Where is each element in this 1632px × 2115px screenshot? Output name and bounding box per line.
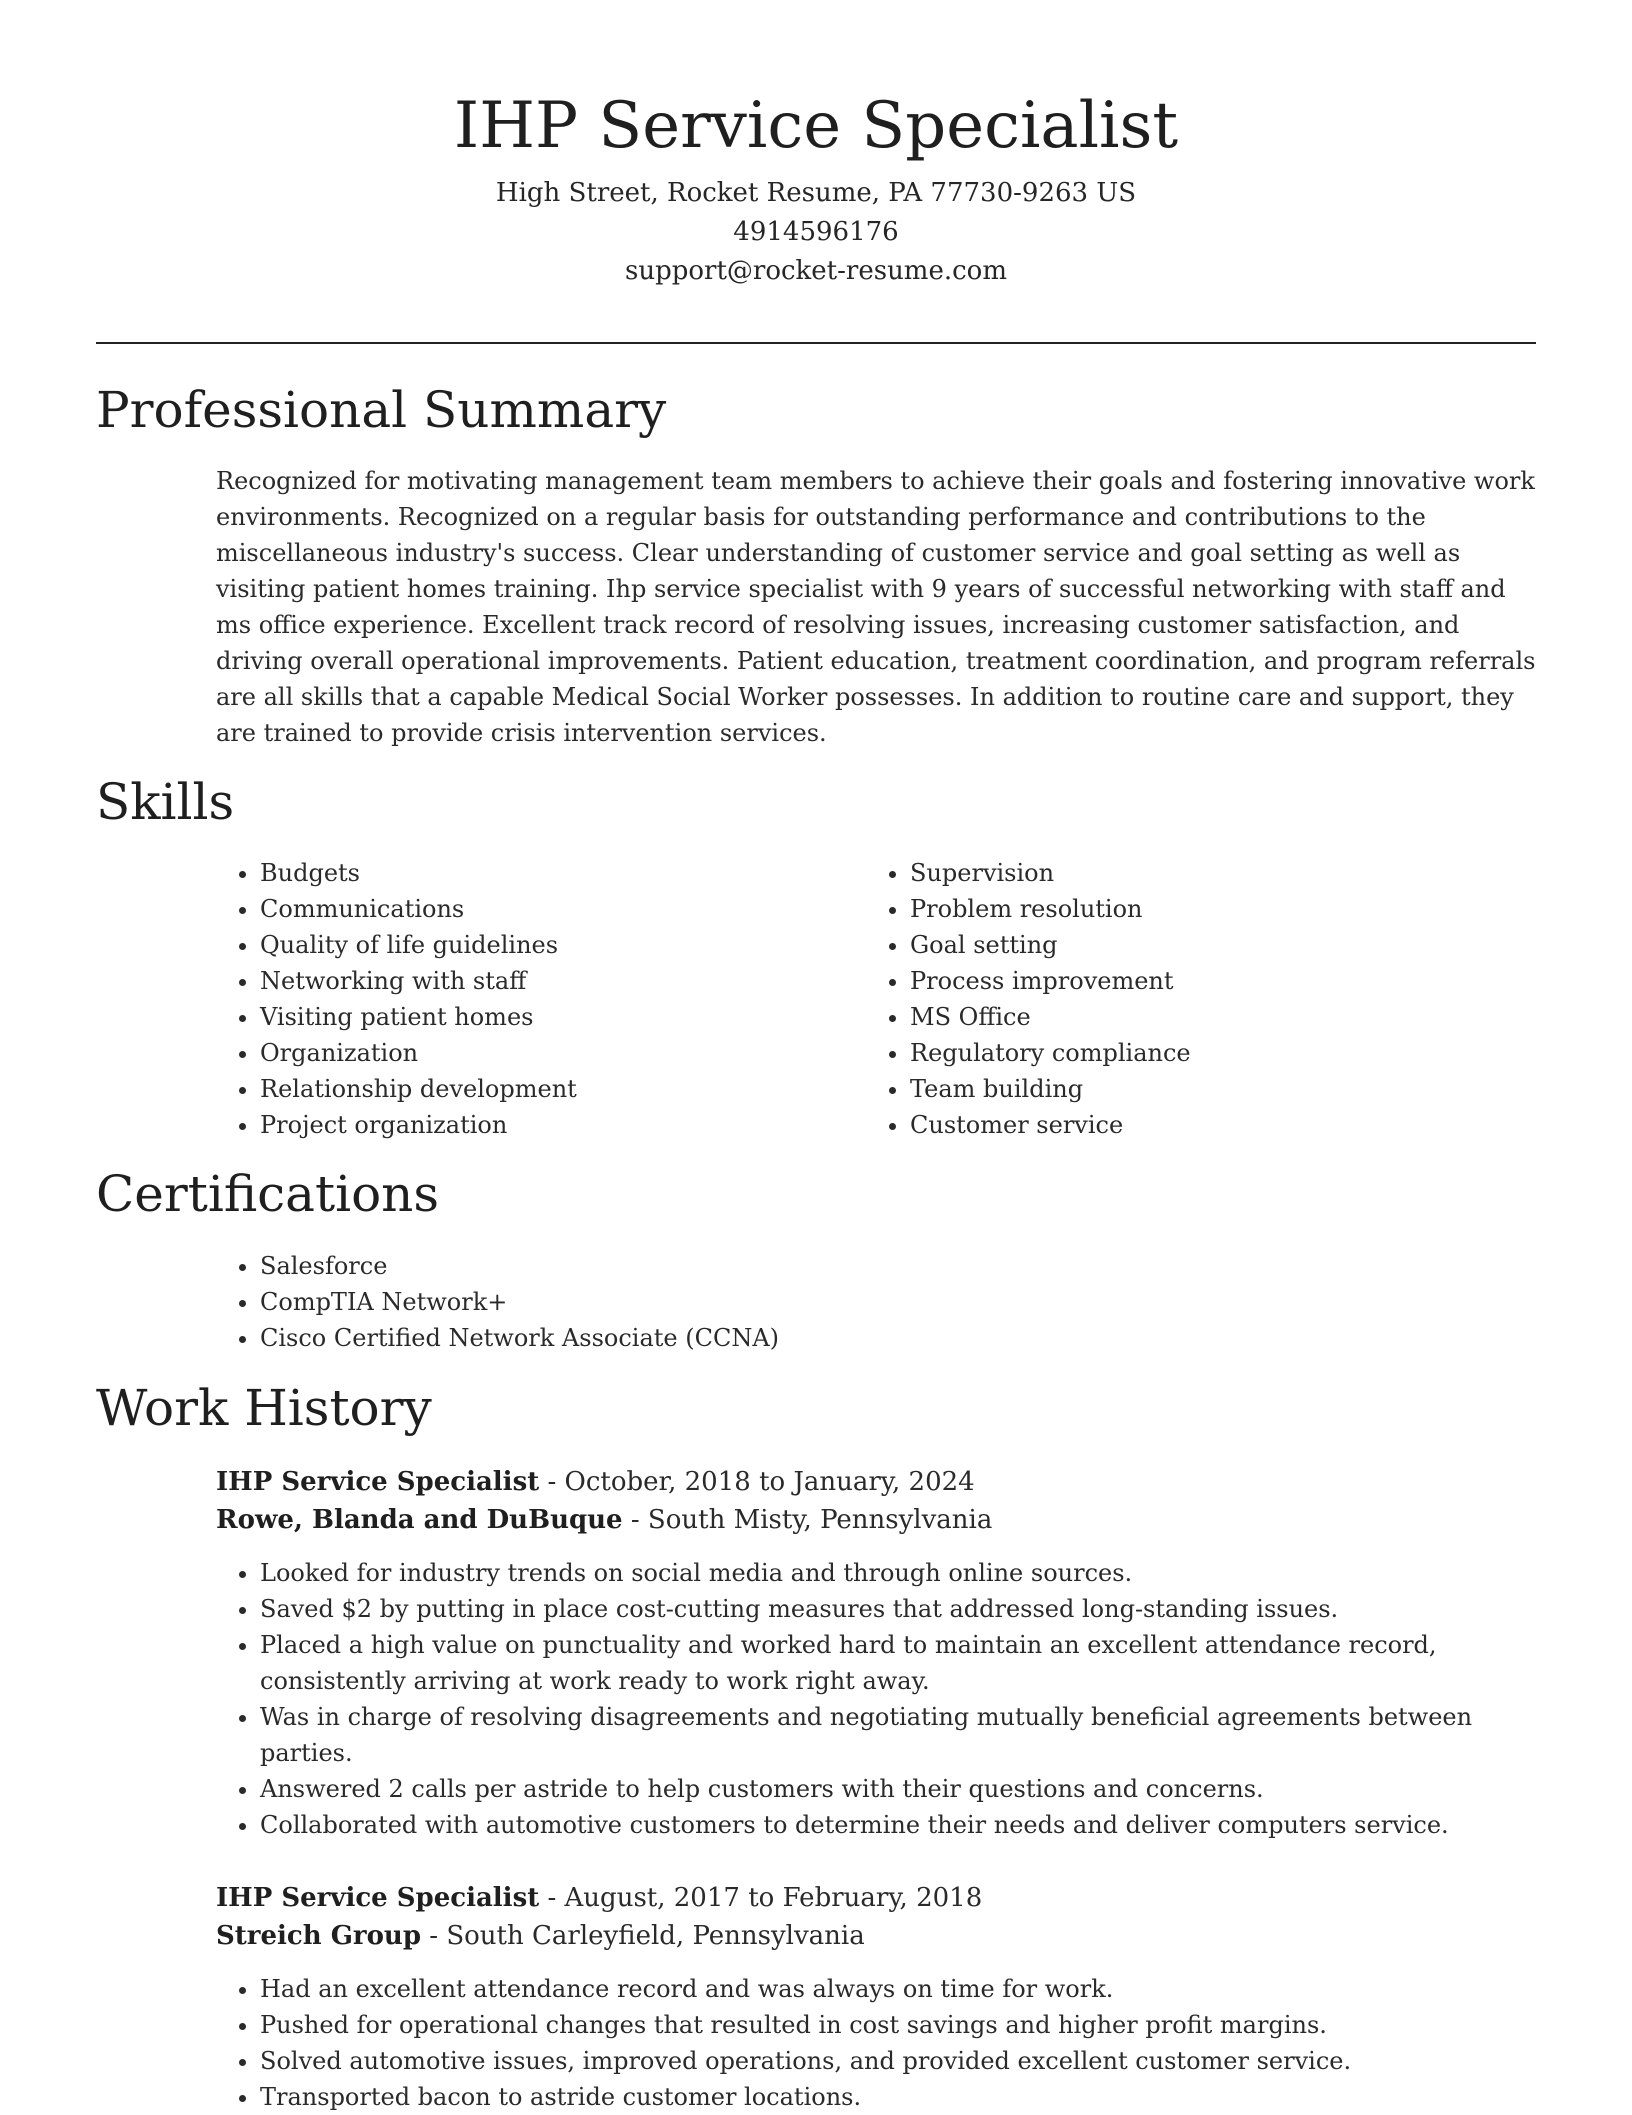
skills-list-right [866,855,1486,1143]
list-item: • Saved $2 by putting in place cost-cutting measures that addressed long-standing issues. [260,1591,1536,1627]
list-item: • Relationship development [260,1071,836,1107]
list-item: • Transported bacon to astride customer locations. [260,2079,1536,2115]
address-text: High Street, Rocket Resume, PA 77730-9263 US [495,178,1137,208]
list-item: • Was in charge of resolving disagreements and negotiating mutually beneficial agreements between parties. [260,1699,1536,1771]
skills-heading: Skills [96,773,235,831]
job-location: - South Misty, Pennsylvania [622,1505,993,1535]
list-item: • Customer service [910,1107,1486,1143]
job-company: Rowe, Blanda and DuBuque [216,1505,623,1535]
header-divider [96,342,1536,344]
job-location: - South Carleyfield, Pennsylvania [421,1921,865,1951]
job-entry [216,1879,1536,2115]
list-item: • Process improvement [910,963,1486,999]
list-item: • Project organization [260,1107,836,1143]
list-item: • Cisco Certified Network Associate (CCNA) [260,1320,1536,1356]
list-item: • Placed a high value on punctuality and worked hard to maintain an excellent attendance record, consistently arriving at work ready to work right away. [260,1627,1536,1699]
job-role: IHP Service Specialist [216,1883,540,1913]
list-item: • Had an excellent attendance record and was always on time for work. [260,1971,1536,2007]
job-dates: - August, 2017 to February, 2018 [539,1883,983,1913]
candidate-name: IHP Service Specialist [453,89,1179,163]
list-item: • Networking with staff [260,963,836,999]
summary-text: Recognized for motivating management team members to achieve their goals and fostering innovative work environments. Recognized on a regular basis for outstanding performance and contributions to the miscellaneous industry's success. Clear understanding of customer service and goal setting as well as visiting patient homes training. Ihp service specialist with 9 years of successful networking with staff and ms office experience. Excellent track record of resolving issues, increasing customer satisfaction, and driving overall operational improvements. Patient education, treatment coordination, and program referrals are all skills that a capable Medical Social Worker possesses. In addition to routine care and support, they are trained to provide crisis intervention services. [216,467,1536,747]
certifications-heading: Certifications [96,1165,440,1223]
list-item: • CompTIA Network+ [260,1284,1536,1320]
skills-column-right [866,855,1486,1143]
list-item: • Visiting patient homes [260,999,836,1035]
job-company: Streich Group [216,1921,422,1951]
list-item: • MS Office [910,999,1486,1035]
job-title-line [216,1463,1536,1501]
resume-header [0,82,1632,291]
list-item: • Salesforce [260,1248,1536,1284]
list-item: • Budgets [260,855,836,891]
job-company-line [216,1501,1536,1539]
skills-list-left [216,855,836,1143]
list-item: • Goal setting [910,927,1486,963]
list-item: • Regulatory compliance [910,1035,1486,1071]
job-company-line [216,1917,1536,1955]
list-item: • Team building [910,1071,1486,1107]
list-item: • Solved automotive issues, improved operations, and provided excellent customer service. [260,2043,1536,2079]
list-item: • Looked for industry trends on social media and through online sources. [260,1555,1536,1591]
list-item: • Supervision [910,855,1486,891]
job-role: IHP Service Specialist [216,1467,540,1497]
job-title-line [216,1879,1536,1917]
job-entry [216,1463,1536,1843]
list-item: • Answered 2 calls per astride to help customers with their questions and concerns. [260,1771,1536,1807]
job-dates: - October, 2018 to January, 2024 [539,1467,975,1497]
skills-column-left [216,855,836,1143]
job-bullets [216,1971,1536,2115]
certifications-block [216,1248,1536,1356]
list-item: • Communications [260,891,836,927]
summary-heading: Professional Summary [96,381,667,439]
certifications-list [216,1248,1536,1356]
phone-text: 4914596176 [733,217,899,247]
job-bullets [216,1555,1536,1843]
contact-block [0,174,1632,291]
list-item: • Quality of life guidelines [260,927,836,963]
list-item: • Organization [260,1035,836,1071]
list-item: • Problem resolution [910,891,1486,927]
work-history-heading: Work History [96,1379,432,1437]
email-text: support@rocket-resume.com [624,256,1007,286]
list-item: • Collaborated with automotive customers to determine their needs and deliver computers service. [260,1807,1536,1843]
list-item: • Pushed for operational changes that resulted in cost savings and higher profit margins. [260,2007,1536,2043]
